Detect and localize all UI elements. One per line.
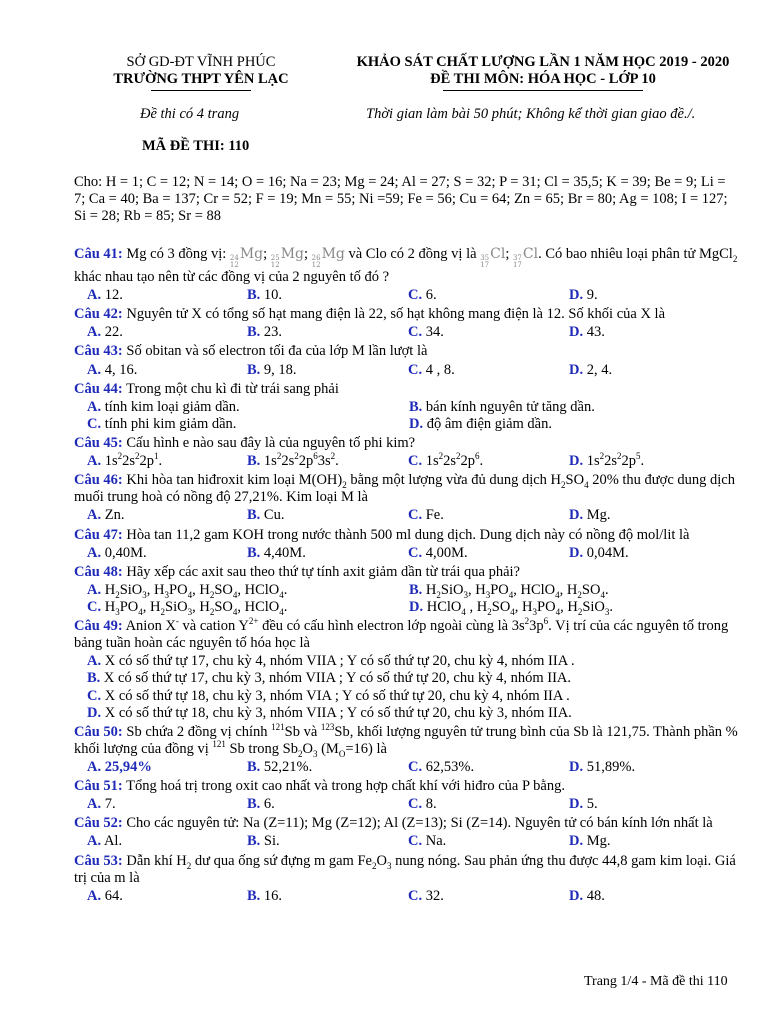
question-41: Câu 41: Mg có 3 đồng vị: 24 12 Mg; 25 12 Mg; 26 12 Mg và Clo có 2 đồng vị là 35 17 Cl; 37 17 Cl. Có bao nhiêu loại phân tử MgCl$_2$ khác nhau tạo nên từ các đồng vị của 2 nguyên tố đó ? xyxy=(74,246,738,285)
time-note: Thời gian làm bài 50 phút; Không kể thời gian giao đề./. xyxy=(366,106,696,122)
option-d[interactable]: D. $1s^22s^22p^5$. xyxy=(569,451,645,470)
option-d[interactable]: D. 9. xyxy=(569,287,598,304)
option-c[interactable]: C. 62,53%. xyxy=(408,758,475,775)
option-b[interactable]: B. $H_2SiO_3$, $H_3PO_4$, HClO$_4$, $H_2SO_4$. xyxy=(409,581,609,600)
option-b[interactable]: B. bán kính nguyên tử tăng dần. xyxy=(409,398,595,415)
divider xyxy=(151,90,251,91)
option-d[interactable]: D. 0,04M. xyxy=(569,544,629,561)
isotope-cl35: 35 17 Cl xyxy=(480,246,506,269)
option-c[interactable]: C. 8. xyxy=(408,796,437,813)
option-d[interactable]: D. 43. xyxy=(569,324,605,341)
option-d[interactable]: D. 5. xyxy=(569,796,598,813)
option-b[interactable]: B. 6. xyxy=(247,796,275,813)
option-a[interactable]: A. tính kim loại giảm dần. xyxy=(87,398,240,415)
exam-code-value: : 110 xyxy=(219,138,250,154)
answer-options xyxy=(74,507,744,524)
answer-options xyxy=(74,362,744,379)
answer-options xyxy=(74,888,744,905)
exam-code-label: MÃ ĐỀ THI xyxy=(142,138,220,154)
questions xyxy=(74,246,744,907)
exam-title: KHẢO SÁT CHẤT LƯỢNG LẦN 1 NĂM HỌC 2019 - 2020 xyxy=(356,54,730,70)
question-42: Câu 42: Nguyên tử X có tổng số hạt mang điện là 22, số hạt không mang điện là 12. Số khối của X là xyxy=(74,306,666,323)
option-a[interactable]: A. Zn. xyxy=(87,507,125,524)
option-c[interactable]: C. Na. xyxy=(408,833,447,850)
option-b[interactable]: B. Cu. xyxy=(247,507,285,524)
school-name: TRƯỜNG THPT YÊN LẠC xyxy=(113,71,289,88)
option-d[interactable]: D. Mg. xyxy=(569,833,611,850)
option-d[interactable]: D. 2, 4. xyxy=(569,361,613,378)
isotope-mg24: 24 12 Mg xyxy=(229,246,264,269)
question-53: Câu 53: Dẫn khí $H_2$ dư qua ống sứ đựng m gam $Fe_2O_3$ nung nóng. Sau phản ứng thu được 44,8 gam kim loại. Giá trị của m là xyxy=(74,852,736,886)
answer-options xyxy=(74,759,744,776)
question-text: khác nhau tạo nên từ các đồng vị của 2 nguyên tố đó ? xyxy=(74,269,390,285)
exam-code xyxy=(142,138,249,155)
option-b[interactable]: B. 16. xyxy=(247,887,283,904)
question-51: Câu 51: Tổng hoá trị trong oxit cao nhất và trong hợp chất khí với hiđro của P bằng. xyxy=(74,778,565,795)
question-52: Câu 52: Cho các nguyên tử: Na (Z=11); Mg (Z=12); Al (Z=13); Si (Z=14). Nguyên tử có bán kính lớn nhất là xyxy=(74,815,713,832)
question-49: Câu 49: Anion X- và cation $Y^{2+}$ đều có cấu hình electron lớp ngoài cùng là $3s^23p^6$. Vị trí của các nguyên tố trong bảng tuần hoàn các nguyên tố hóa học là xyxy=(74,616,729,652)
question-43: Câu 43: Số obitan và số electron tối đa của lớp M lần lượt là xyxy=(74,343,428,360)
option-a[interactable]: A. 4, 16. xyxy=(87,361,138,378)
question-48: Câu 48: Hãy xếp các axit sau theo thứ tự tính axit giảm dần từ trái qua phải? xyxy=(74,563,520,580)
question-text: Số obitan và số electron tối đa của lớp M lần lượt là xyxy=(122,343,428,360)
option-a[interactable]: A. 22. xyxy=(87,324,123,341)
answer-options xyxy=(74,582,744,616)
answer-options xyxy=(74,287,744,304)
option-c[interactable]: C. 4 , 8. xyxy=(408,361,455,378)
isotope-mg26: 26 12 Mg xyxy=(311,246,345,269)
department-name: SỞ GD-ĐT VĨNH PHÚC xyxy=(126,54,276,70)
atomic-masses: Cho: H = 1; C = 12; N = 14; O = 16; Na = 23; Mg = 24; Al = 27; S = 32; P = 31; Cl = 35,5; K = 39; Be = 9; Li = 7; Ca = 40; Ba = 137; Cr = 52; F = 19; Mn = 55; Ni =59; Fe = 56; Cu = 64; Zn = 65; Br = 80; Ag = 108; I = 127; Si = 28; Rb = 85; Sr = 88 xyxy=(74,174,728,225)
option-b[interactable]: B. X có số thứ tự 17, chu kỳ 3, nhóm VIIA ; Y có số thứ tự 20, chu kỳ 4, nhóm IIA. xyxy=(87,670,571,687)
pages-note: Đề thi có 4 trang xyxy=(140,106,240,122)
answer-options xyxy=(74,453,744,470)
option-a[interactable]: A. $H_2SiO_3$, $H_3PO_4$, $H_2SO_4$, HClO$_4$. xyxy=(87,581,288,600)
page-footer: Trang 1/4 - Mã đề thi 110 xyxy=(584,974,728,989)
answer-options xyxy=(74,833,744,850)
option-a[interactable]: A. Al. xyxy=(87,833,123,850)
answer-options xyxy=(74,545,744,562)
question-text: Cho các nguyên tử: Na (Z=11); Mg (Z=12); Al (Z=13); Si (Z=14). Nguyên tử có bán kính lớn nhất là xyxy=(122,815,713,832)
answer-options xyxy=(74,399,744,433)
option-c[interactable]: C. Fe. xyxy=(408,507,444,524)
answer-options xyxy=(74,653,744,721)
option-b[interactable]: B. 4,40M. xyxy=(247,544,306,561)
option-c[interactable]: C. 34. xyxy=(408,324,444,341)
answer-options xyxy=(74,796,744,813)
question-text: và Clo có 2 đồng vị là xyxy=(348,246,481,262)
question-47: Câu 47: Hòa tan 11,2 gam KOH trong nước thành 500 ml dung dịch. Dung dịch này có nồng độ mol/lit là xyxy=(74,526,690,543)
isotope-mg25: 25 12 Mg xyxy=(270,246,304,269)
question-label: Câu 41: xyxy=(74,246,123,262)
option-b[interactable]: B. 23. xyxy=(247,324,283,341)
answer-options xyxy=(74,324,744,341)
option-c[interactable]: C. 6. xyxy=(408,287,437,304)
option-c[interactable]: C. $1s^22s^22p^6$. xyxy=(408,451,484,470)
option-b[interactable]: B. 52,21%. xyxy=(247,758,313,775)
option-d[interactable]: D. độ âm điện giảm dần. xyxy=(409,415,552,432)
isotope-cl37: 37 17 Cl xyxy=(512,246,539,269)
option-a[interactable]: A. 0,40M. xyxy=(87,544,147,561)
option-c[interactable]: C. X có số thứ tự 18, chu kỳ 3, nhóm VIA ; Y có số thứ tự 20, chu kỳ 4, nhóm IIA . xyxy=(87,687,570,704)
question-text: Hòa tan 11,2 gam KOH trong nước thành 500 ml dung dịch. Dung dịch này có nồng độ mol/lit là xyxy=(122,526,690,543)
option-d[interactable]: D. Mg. xyxy=(569,507,611,524)
question-text: Mg có 3 đồng vị: xyxy=(122,246,230,262)
option-d[interactable]: D. X có số thứ tự 18, chu kỳ 3, nhóm VIIA ; Y có số thứ tự 20, chu kỳ 3, nhóm IIA. xyxy=(87,704,572,721)
question-44: Câu 44: Trong một chu kì đi từ trái sang phải xyxy=(74,380,339,397)
question-text: . Có bao nhiêu loại phân tử MgCl xyxy=(538,246,733,262)
option-b[interactable]: B. 10. xyxy=(247,287,283,304)
option-a[interactable]: A. 25,94% xyxy=(87,758,152,775)
option-b[interactable]: B. $1s^22s^22p^63s^2$. xyxy=(247,451,339,470)
question-text: Tổng hoá trị trong oxit cao nhất và trong hợp chất khí với hiđro của P bằng. xyxy=(122,778,565,795)
option-a[interactable]: A. $1s^22s^22p^1$. xyxy=(87,451,163,470)
option-c[interactable]: C. 32. xyxy=(408,887,444,904)
option-d[interactable]: D. 51,89%. xyxy=(569,758,636,775)
question-text: Cấu hình e nào sau đây là của nguyên tố phi kim? xyxy=(122,434,416,451)
option-b[interactable]: B. Si. xyxy=(247,833,280,850)
option-a[interactable]: A. 12. xyxy=(87,287,123,304)
exam-header xyxy=(338,54,748,91)
option-c[interactable]: C. tính phi kim giảm dần. xyxy=(87,415,237,432)
option-a[interactable]: A. 7. xyxy=(87,796,116,813)
option-a[interactable]: A. X có số thứ tự 17, chu kỳ 4, nhóm VIIA ; Y có số thứ tự 20, chu kỳ 4, nhóm IIA . xyxy=(87,653,575,670)
option-a[interactable]: A. 64. xyxy=(87,887,123,904)
question-text: Hãy xếp các axit sau theo thứ tự tính axit giảm dần từ trái qua phải? xyxy=(122,563,520,580)
question-46: Câu 46: Khi hòa tan hiđroxit kim loại $M(OH)_2$ bằng một lượng vừa đủ dung dịch $H_2SO_4$ 20% thu được dung dịch muối trung hoà có nồng độ 27,21%. Kim loại M là xyxy=(74,472,735,506)
option-d[interactable]: D. HClO$_4$ , $H_2SO_4$, $H_3PO_4$, $H_2SiO_3$. xyxy=(409,598,614,617)
option-b[interactable]: B. 9, 18. xyxy=(247,361,297,378)
question-45: Câu 45: Cấu hình e nào sau đây là của nguyên tố phi kim? xyxy=(74,434,416,451)
option-c[interactable]: C. $H_3PO_4$, $H_2SiO_3$, $H_2SO_4$, HClO$_4$. xyxy=(87,598,288,617)
divider xyxy=(443,90,643,91)
exam-subject: ĐỀ THI MÔN: HÓA HỌC - LỚP 10 xyxy=(430,71,656,88)
question-50: Câu 50: Sb chứa 2 đồng vị chính $^{121}$Sb và $^{123}$Sb, khối lượng nguyên tử trung bình của Sb là 121,75. Thành phần % khối lượng của đồng vị $^{121}$ Sb trong $Sb_2O_3$ $(M_O=16)$ là xyxy=(74,721,738,759)
question-text: Trong một chu kì đi từ trái sang phải xyxy=(122,380,339,397)
question-text: Nguyên tử X có tổng số hạt mang điện là 22, số hạt không mang điện là 12. Số khối của X là xyxy=(122,306,666,323)
option-c[interactable]: C. 4,00M. xyxy=(408,544,468,561)
school-header xyxy=(96,54,306,91)
option-d[interactable]: D. 48. xyxy=(569,887,605,904)
